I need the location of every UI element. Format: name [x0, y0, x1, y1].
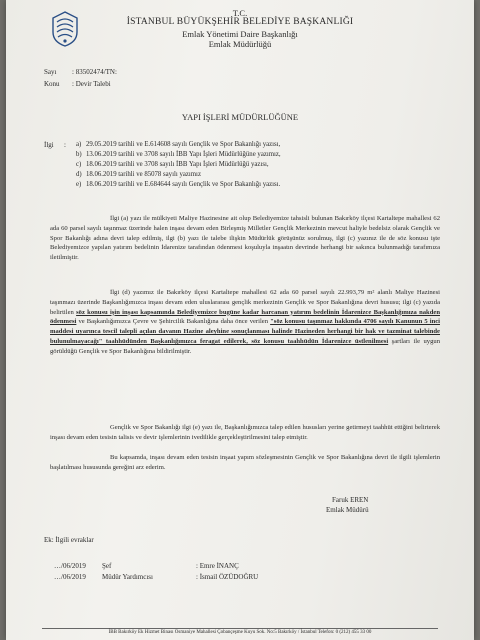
paragraph-3: Gençlik ve Spor Bakanlığı ilgi (e) yazı ile, Başkanlığımızca talep edilen hususları yerine getirmeyi taahhüt ettiğini belirterek inşası devam eden tesisin talisis ve devir işlemlerinin ivedilikle gerçekleştirilmesini talep etmiştir.: [50, 424, 440, 441]
ilgi-label: İlgi: [44, 141, 54, 149]
attachment-note: Ek: İlgili evraklar: [44, 536, 94, 544]
header-tc: T.C.: [232, 8, 248, 18]
addressee: YAPI İŞLERİ MÜDÜRLÜĞÜNE: [181, 112, 299, 122]
sayi-label: Sayı: [44, 68, 57, 76]
sayi-value: : 83502474/TN:: [72, 68, 117, 76]
approval-name: : Emre İNANÇ: [196, 562, 239, 570]
signature-name: Faruk EREN: [332, 496, 369, 504]
header-dept1: Emlak Yönetimi Daire Başkanlığı: [182, 29, 298, 39]
ilgi-item: a) 29.05.2019 tarihli ve E.614608 sayılı Gençlik ve Spor Bakanlığı yazısı,: [76, 141, 281, 148]
ilgi-item: d) 18.06.2019 tarihli ve 85078 sayılı yazımız: [76, 171, 201, 178]
emphasis-commitment: "söz konusu taşınmaz hakkında 4706 sayılı Kanunun 5 inci maddesi uyarınca tescil talepli açılan davanın Hazine aleyhine sonuçlanması halinde Hazineden herhangi bir hak ve tazminat talebinde bulunulmayacağı" taahhüdünden Başkanlığımızca feragat edilerek, söz konusu taahhüdün İdarenizce üstlenilmesi: [50, 318, 440, 345]
paragraph-4: Bu kapsamda, inşası devam eden tesisin inşaat yapım sözleşmesinin Gençlik ve Spor Bakanlığına devri ile ilgili işlemlerin başlatılması hususunda gereğini arz ederim.: [50, 454, 440, 471]
ilgi-item: c) 18.06.2019 tarihli ve 3708 sayılı İBB Yapı İşleri Müdürlüğü yazısı,: [76, 161, 269, 168]
approval-name: : İsmail ÖZÜDOĞRU: [196, 573, 259, 581]
ilgi-item: b) 13.06.2019 tarihli ve 3708 sayılı İBB Yapı İşleri Müdürlüğüne yazımız,: [76, 151, 281, 158]
footer-address: İBB Bakırköy Ek Hizmet Binası Osmaniye Mahallesi Çobançeşme Kuyu Sok. No:5 Bakırköy / İstanbul Telefon: 0 (212) 455 33 00: [108, 630, 372, 635]
approval-date: …/06/2019: [54, 573, 86, 581]
approval-role: Şef: [102, 562, 112, 570]
header-org: İSTANBUL BÜYÜKŞEHİR BELEDİYE BAŞKANLIĞI: [126, 17, 354, 27]
approval-role: Müdür Yardımcısı: [102, 573, 153, 581]
signature-title: Emlak Müdürü: [326, 506, 369, 514]
paragraph-2: İlgi (d) yazımız ile Bakırköy ilçesi Kartaltepe mahallesi 62 ada 60 parsel sayılı 22.993,79 m² alanlı Maliye Hazinesi taşınmazı üzerinde Başkanlığımızca inşası devam eden uluslararası gençlik merkezinin Gençlik ve Spor Bakanlığına devri hususu; ilgi (c) yazıda belirtilen söz konusu işin inşası kapsamında Belediyemizce bugüne kadar harcanan yatırım bedelinin İdarenizce Başkanlığımıza nakden ödenmesi ve Başkanlığımızca Çevre ve Şehircilik Bakanlığına daha önce verilen "söz konusu taşınmaz hakkında 4706 sayılı Kanunun 5 inci maddesi uyarınca tescil talepli açılan davanın Hazine aleyhine sonuçlanması halinde Hazineden herhangi bir hak ve tazminat talebinde bulunulmayacağı" taahhüdünden Başkanlığımızca feragat edilerek, söz konusu taahhüdün İdarenizce üstlenilmesi şartları ile uygun görüldüğü Gençlik ve Spor Bakanlığına bildirilmiştir.: [50, 289, 440, 355]
ilgi-colon: :: [64, 141, 66, 149]
ilgi-item: e) 18.06.2019 tarihli ve E.684644 sayılı Gençlik ve Spor Bakanlığı yazısı.: [76, 181, 281, 188]
paragraph-1: İlgi (a) yazı ile mülkiyeti Maliye Hazinesine ait olup Belediyemize tahsisli bulunan Bakırköy ilçesi Kartaltepe mahallesi 62 ada 60 parsel sayılı taşınmaz üzerinde halen inşası devam eden Birleşmiş Milletler Gençlik Merkezinin mevcut haliyle bedelsiz olarak Gençlik ve Spor Bakanlığı adına devri talep edilmiş, ilgi (b) yazı ile talebe ilişkin Müdürlük görüşünüz sorulmuş, ilgi (c) yazınız ile de söz konusu işte Belediyemizce yapılan yatırım bedelinin İdarenize tarafından ödenmesi koşuluyla inşaatın devrinde herhangi bir sakınca bulunmadığı tarafımıza iletilmiştir.: [50, 215, 440, 262]
footer-divider: [42, 628, 438, 629]
header-dept2: Emlak Müdürlüğü: [208, 39, 272, 49]
approval-date: …/06/2019: [54, 562, 86, 570]
emphasis-payment: söz konusu işin inşası kapsamında Belediyemizce bugüne kadar harcanan yatırım bedelinin İdarenizce Başkanlığımıza nakden ödenmesi: [50, 308, 440, 326]
konu-label: Konu: [44, 80, 60, 88]
document-page: [6, 0, 474, 640]
konu-value: : Devir Talebi: [72, 80, 111, 88]
